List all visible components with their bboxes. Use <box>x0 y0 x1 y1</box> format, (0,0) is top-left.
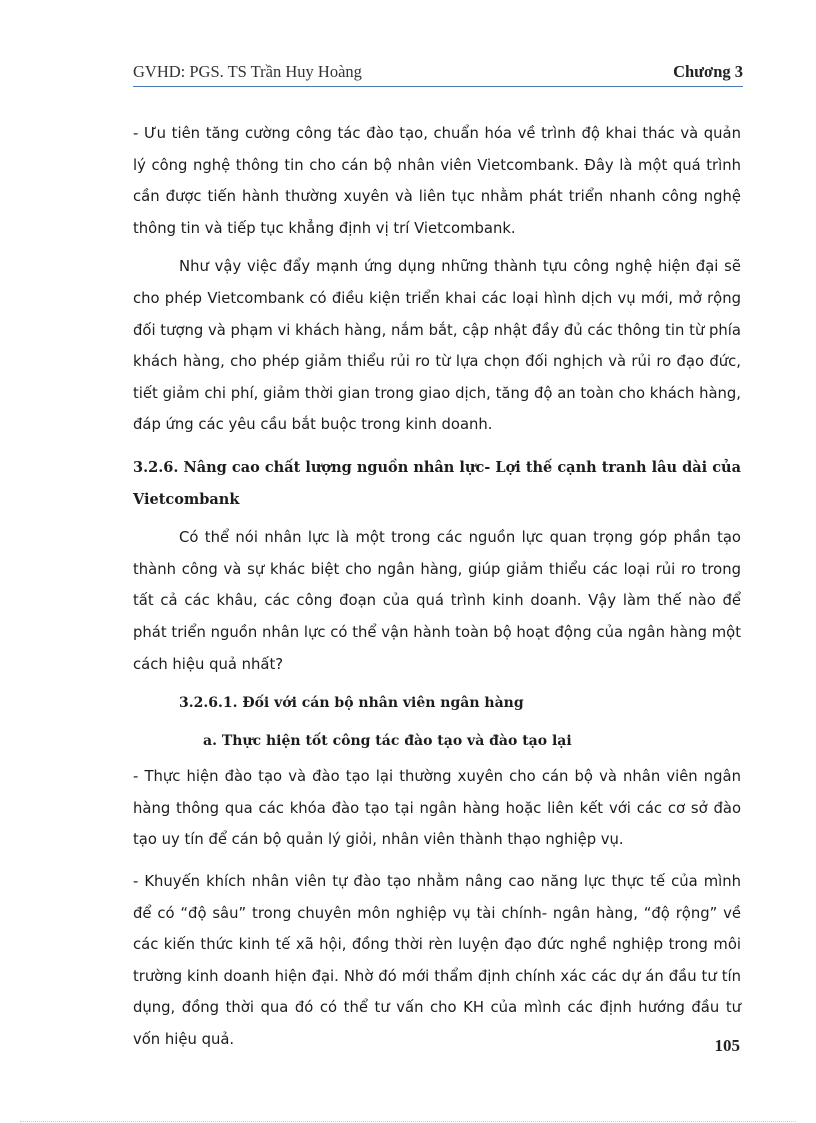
header-supervisor: GVHD: PGS. TS Trần Huy Hoàng <box>133 62 362 81</box>
paragraph-training-retraining: - Thực hiện đào tạo và đào tạo lại thường xuyên cho cán bộ và nhân viên ngân hàng thông qua các khóa đào tạo tại ngân hàng hoặc liên kết với các cơ sở đào tạo uy tín để cán bộ quản lý giỏi, nhân viên thành thạo nghiệp vụ. <box>133 768 741 849</box>
paragraph-human-resources: Có thể nói nhân lực là một trong các nguồn lực quan trọng góp phần tạo thành công và sự khác biệt cho ngân hàng, giúp giảm thiểu các loại rủi ro trong tất cả các khâu, các công đoạn của quá trình kinh doanh. Vậy làm thế nào để phát triển nguồn nhân lực có thể vận hành toàn bộ hoạt động của ngân hàng một cách hiệu quả nhất? <box>133 529 741 673</box>
footer-divider <box>20 1121 796 1122</box>
page-number: 105 <box>714 1036 740 1055</box>
item-heading-a: a. Thực hiện tốt công tác đào tạo và đào tạo lại <box>203 732 572 749</box>
paragraph-it-training: - Ưu tiên tăng cường công tác đào tạo, chuẩn hóa về trình độ khai thác và quản lý công nghệ thông tin cho cán bộ nhân viên Vietcombank. Đây là một quá trình cần được tiến hành thường xuyên và liên tục nhằm phát triển nhanh công nghệ thông tin và tiếp tục khẳng định vị trí Vietcombank. <box>133 125 741 237</box>
paragraph-technology-summary: Như vậy việc đẩy mạnh ứng dụng những thành tựu công nghệ hiện đại sẽ cho phép Vietcombank có điều kiện triển khai các loại hình dịch vụ mới, mở rộng đối tượng và phạm vi khách hàng, nắm bắt, cập nhật đầy đủ các thông tin từ phía khách hàng, cho phép giảm thiểu rủi ro từ lựa chọn đối nghịch và rủi ro đạo đức, tiết giảm chi phí, giảm thời gian trong giao dịch, tăng độ an toàn cho khách hàng, đáp ứng các yêu cầu bắt buộc trong kinh doanh. <box>133 258 741 434</box>
section-heading-3-2-6: 3.2.6. Nâng cao chất lượng nguồn nhân lực- Lợi thế cạnh tranh lâu dài của Vietcombank <box>133 458 741 508</box>
page-body <box>133 118 741 1056</box>
paragraph-self-training: - Khuyến khích nhân viên tự đào tạo nhằm nâng cao năng lực thực tế của mình để có “độ sâu” trong chuyên môn nghiệp vụ tài chính- ngân hàng, “độ rộng” về các kiến thức kinh tế xã hội, đồng thời rèn luyện đạo đức nghề nghiệp trong môi trường kinh doanh hiện đại. Nhờ đó mới thẩm định chính xác các dự án đầu tư tín dụng, đồng thời qua đó có thể tư vấn cho KH của mình các định hướng đầu tư vốn hiệu quả. <box>133 873 741 1049</box>
header-chapter: Chương 3 <box>673 62 743 81</box>
page-header <box>133 60 743 87</box>
subsection-heading-3-2-6-1: 3.2.6.1. Đối với cán bộ nhân viên ngân hàng <box>179 695 524 712</box>
